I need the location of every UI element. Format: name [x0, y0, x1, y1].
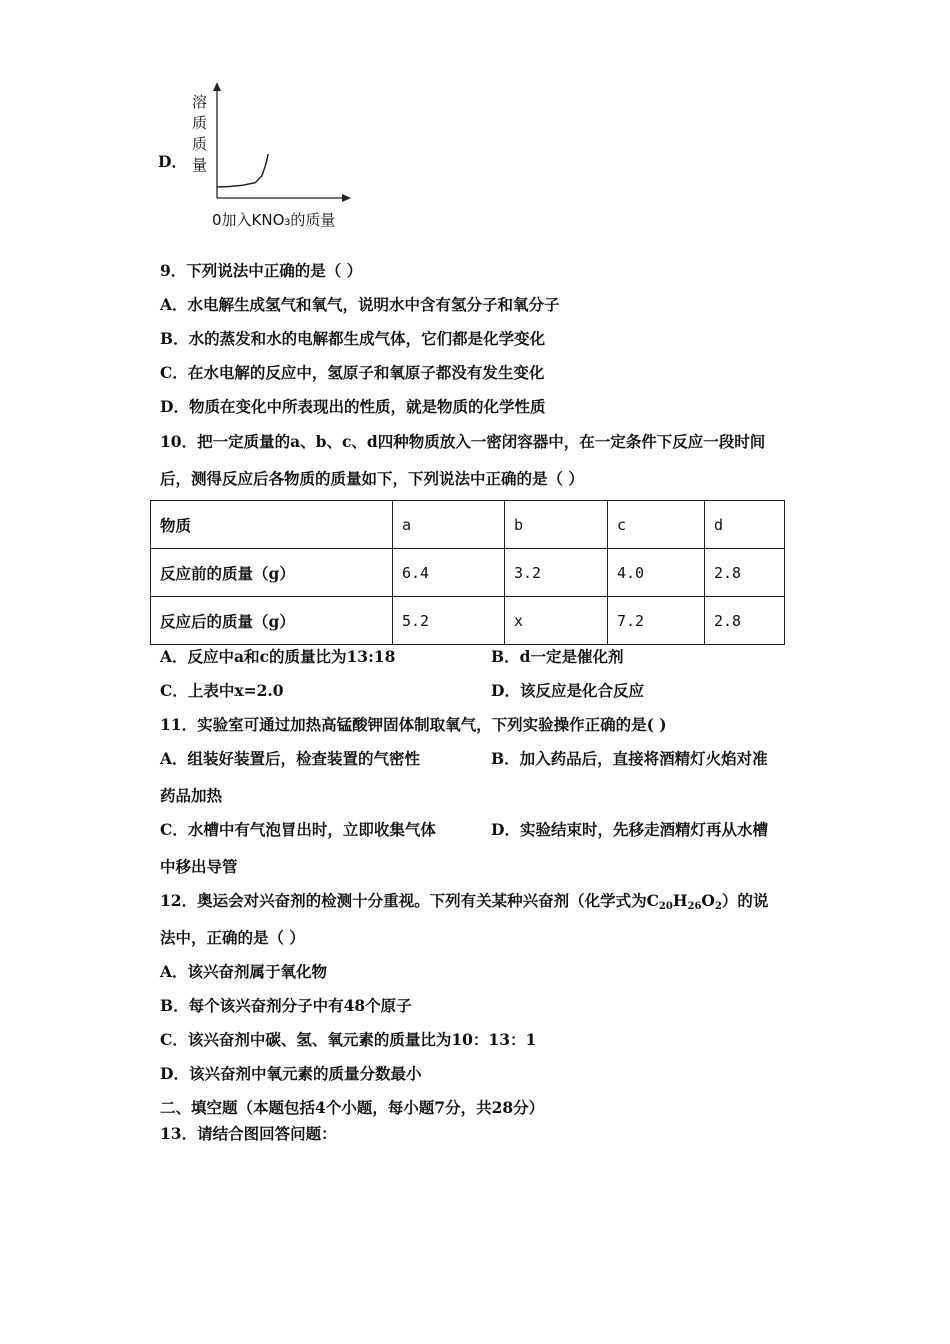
x-axis-label: 0加入KNO₃的质量: [212, 211, 336, 229]
q10-option-a: A．反应中a和c的质量比为13:18: [160, 647, 396, 666]
table-cell: 物质: [151, 501, 393, 549]
x-axis-arrow: [342, 194, 351, 202]
table-cell: 反应前的质量（g）: [151, 549, 393, 597]
table-cell: b: [505, 501, 608, 549]
q9-stem: 9．下列说法中正确的是（ ）: [160, 261, 363, 280]
table-cell: 3.2: [505, 549, 608, 597]
table-row: [151, 597, 785, 645]
q10-stem-line2: 后，测得反应后各物质的质量如下，下列说法中正确的是（ ）: [160, 469, 584, 488]
q13-stem: 13．请结合图回答问题：: [160, 1124, 337, 1143]
table-cell: 4.0: [608, 549, 705, 597]
table-header-row: [151, 501, 785, 549]
q10-option-d: D．该反应是化合反应: [491, 681, 644, 700]
q11-option-c: C．水槽中有气泡冒出时，立即收集气体: [160, 820, 436, 839]
q12-stem-line1: [160, 891, 768, 911]
q9-option-a: A．水电解生成氢气和氧气，说明水中含有氢分子和氧分子: [160, 295, 560, 314]
q12-stem-line2: 法中，正确的是（ ）: [160, 928, 305, 947]
y-axis-char: 质: [192, 135, 208, 153]
table-cell: 7.2: [608, 597, 705, 645]
q11-option-a: A．组装好装置后，检查装置的气密性: [160, 749, 421, 768]
table-cell: a: [393, 501, 505, 549]
table-cell: 5.2: [393, 597, 505, 645]
table-cell: d: [705, 501, 785, 549]
q12-stem-post: ）的说: [721, 891, 769, 910]
table-cell: 6.4: [393, 549, 505, 597]
y-axis-char: 质: [192, 114, 208, 132]
table-cell: 2.8: [705, 549, 785, 597]
q11-option-b: B．加入药品后，直接将酒精灯火焰对准: [491, 749, 768, 768]
q9-option-c: C．在水电解的反应中，氢原子和氧原子都没有发生变化: [160, 363, 545, 382]
q12-stem-pre: 12．奥运会对兴奋剂的检测十分重视。下列有关某种兴奋剂（化学式为: [160, 891, 647, 910]
table-cell: c: [608, 501, 705, 549]
y-axis-char: 溶: [192, 93, 208, 111]
q12-option-a: A．该兴奋剂属于氧化物: [160, 962, 328, 981]
q9-option-d: D．物质在变化中所表现出的性质，就是物质的化学性质: [160, 397, 546, 416]
q11-option-b-cont: 药品加热: [160, 786, 223, 805]
q11-stem: 11．实验室可通过加热高锰酸钾固体制取氧气，下列实验操作正确的是( ): [160, 715, 667, 734]
chemical-formula: $C_{20}H_{26}O_2$: [646, 891, 722, 912]
table-cell: 反应后的质量（g）: [151, 597, 393, 645]
q10-option-b: B．d一定是催化剂: [491, 647, 624, 666]
data-curve: [217, 154, 268, 187]
y-axis-arrow: [213, 82, 221, 91]
q12-option-d: D．该兴奋剂中氧元素的质量分数最小: [160, 1064, 422, 1083]
q12-option-b: B．每个该兴奋剂分子中有48个原子: [160, 996, 412, 1015]
q10-stem-line1: 10．把一定质量的a、b、c、d四种物质放入一密闭容器中，在一定条件下反应一段时间: [160, 432, 766, 451]
table-cell: 2.8: [705, 597, 785, 645]
q12-option-c: C．该兴奋剂中碳、氢、氧元素的质量比为10：13：1: [160, 1030, 537, 1049]
q9-option-b: B．水的蒸发和水的电解都生成气体，它们都是化学变化: [160, 329, 546, 348]
y-axis-char: 量: [192, 156, 208, 174]
section-heading: 二、填空题（本题包括4个小题，每小题7分，共28分）: [160, 1098, 545, 1117]
q10-option-c: C．上表中x=2.0: [160, 681, 284, 700]
option-d-label: D．: [158, 152, 187, 171]
table-row: [151, 549, 785, 597]
table-cell: x: [505, 597, 608, 645]
q11-option-d-cont: 中移出导管: [160, 857, 238, 876]
solubility-chart: [205, 80, 360, 210]
mass-table: [150, 500, 785, 645]
q11-option-d: D．实验结束时，先移走酒精灯再从水槽: [491, 820, 768, 839]
